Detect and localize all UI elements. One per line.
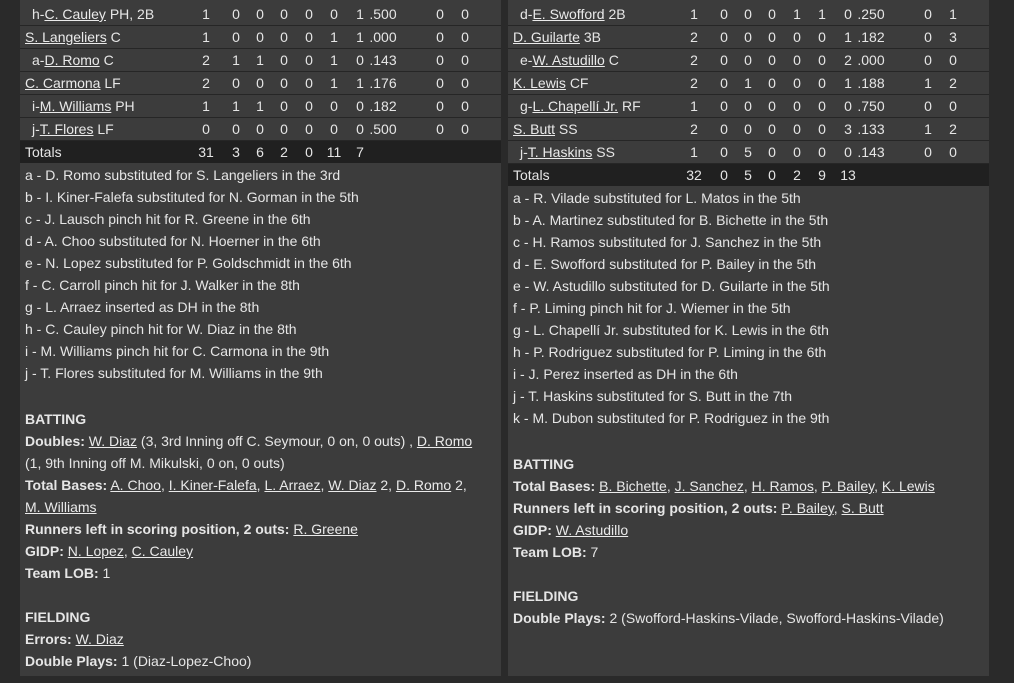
position: CF: [569, 75, 589, 91]
stat-cell: 0: [305, 29, 313, 45]
player-link[interactable]: L. Chapellí Jr.: [532, 98, 619, 114]
position: C: [110, 29, 121, 45]
batting-header: BATTING: [513, 456, 575, 472]
stat-cell: 1: [793, 6, 801, 22]
batter-name-cell: [32, 49, 114, 71]
player-link[interactable]: C. Carmona: [25, 75, 101, 91]
stat-cell: 1: [924, 121, 932, 137]
substitution-note: k - M. Dubon substituted for P. Rodriguez in the 9th: [513, 410, 830, 426]
totals-stat-cell: 9: [818, 167, 826, 183]
player-link[interactable]: W. Diaz: [75, 631, 124, 647]
player-link[interactable]: S. Butt: [513, 121, 556, 137]
stat-cell: 0: [436, 6, 444, 22]
totals-stat-cell: 32: [686, 167, 702, 183]
doubles-line: [25, 430, 472, 452]
stat-cell: 2: [202, 52, 210, 68]
stat-cell: 1: [744, 75, 752, 91]
batting-avg-cell: .500: [369, 121, 397, 137]
totals-row: [20, 141, 501, 163]
stat-cell: 0: [793, 121, 801, 137]
team-lob-line: [25, 562, 110, 584]
batting-avg-cell: .182: [857, 29, 885, 45]
team-lob-line: [513, 541, 598, 563]
substitution-note: h - C. Cauley pinch hit for W. Diaz in the 8th: [25, 321, 297, 337]
stat-cell: 1: [202, 98, 210, 114]
batter-name-cell: [520, 49, 619, 71]
batter-name-cell: [32, 3, 154, 25]
stat-cell: 0: [461, 52, 469, 68]
batter-name-cell: [520, 95, 641, 117]
stat-cell: 0: [461, 75, 469, 91]
stat-cell: 0: [793, 29, 801, 45]
home-boxscore-panel: [20, 0, 501, 676]
player-link[interactable]: I. Kiner-Falefa: [168, 477, 257, 493]
batter-name-cell: [513, 118, 578, 140]
stat-cell: 1: [256, 98, 264, 114]
stat-cell: 0: [436, 121, 444, 137]
stat-cell: 0: [305, 52, 313, 68]
double-plays-value: 1 (Diaz-Lopez-Choo): [117, 653, 252, 669]
player-link[interactable]: E. Swofford: [532, 6, 605, 22]
stat-cell: 0: [818, 29, 826, 45]
stat-cell: 0: [356, 52, 364, 68]
stat-cell: 0: [844, 144, 852, 160]
batter-name-cell: [32, 95, 135, 117]
stat-cell: 0: [793, 144, 801, 160]
totals-stat-cell: 7: [356, 144, 364, 160]
stat-cell: 0: [720, 98, 728, 114]
stat-cell: 0: [436, 52, 444, 68]
substitution-note: d - A. Choo substituted for N. Hoerner in the 6th: [25, 233, 321, 249]
player-link[interactable]: K. Lewis: [513, 75, 566, 91]
stat-cell: 0: [793, 52, 801, 68]
player-link[interactable]: B. Bichette: [599, 478, 667, 494]
stat-cell: 1: [818, 6, 826, 22]
batter-name-cell: [25, 26, 121, 48]
batter-name-cell: [513, 72, 588, 94]
stat-cell: 1: [690, 144, 698, 160]
stat-cell: 0: [280, 29, 288, 45]
stat-cell: 0: [305, 75, 313, 91]
stat-cell: 1: [202, 6, 210, 22]
player-link[interactable]: H. Ramos: [751, 478, 814, 494]
totals-stat-cell: 2: [793, 167, 801, 183]
stat-cell: 0: [744, 98, 752, 114]
stat-cell: 0: [720, 144, 728, 160]
substitution-note: h - P. Rodriguez substituted for P. Liming in the 6th: [513, 344, 827, 360]
stat-cell: 1: [330, 29, 338, 45]
stat-cell: 1: [232, 52, 240, 68]
team-lob-value: 1: [98, 565, 111, 581]
substitution-note: i - M. Williams pinch hit for C. Carmona in the 9th: [25, 343, 330, 359]
doubles-line-2: (1, 9th Inning off M. Mikulski, 0 on, 0 outs): [25, 455, 285, 471]
stat-cell: 5: [744, 144, 752, 160]
player-link[interactable]: T. Flores: [39, 121, 94, 137]
total-bases-line: Total Bases: B. Bichette, J. Sanchez, H. Ramos, P. Bailey, K. Lewis: [513, 478, 935, 494]
stat-cell: 0: [768, 52, 776, 68]
sub-prefix: h-: [32, 6, 45, 22]
substitution-note: b - I. Kiner-Falefa substituted for N. Gorman in the 5th: [25, 189, 359, 205]
stat-cell: 0: [720, 6, 728, 22]
substitution-note: e - N. Lopez substituted for P. Goldschmidt in the 6th: [25, 255, 352, 271]
batter-row: [20, 95, 501, 118]
sub-prefix: j-: [520, 144, 528, 160]
stat-cell: 2: [202, 75, 210, 91]
player-link[interactable]: P. Bailey: [821, 478, 875, 494]
stat-cell: 3: [844, 121, 852, 137]
stat-cell: 0: [949, 144, 957, 160]
stat-cell: 0: [280, 52, 288, 68]
stat-cell: 0: [924, 52, 932, 68]
player-link[interactable]: J. Sanchez: [674, 478, 744, 494]
player-link[interactable]: A. Choo: [110, 477, 161, 493]
player-link[interactable]: W. Astudillo: [555, 522, 629, 538]
substitution-note: a - R. Vilade substituted for L. Matos in the 5th: [513, 190, 801, 206]
stat-cell: 0: [744, 6, 752, 22]
batter-row: [20, 49, 501, 72]
batting-avg-cell: .188: [857, 75, 885, 91]
total-bases-line: Total Bases: A. Choo, I. Kiner-Falefa, L. Arraez, W. Diaz 2, D. Romo 2,: [25, 477, 467, 493]
batter-row: [508, 141, 989, 164]
player-link[interactable]: C. Cauley: [131, 543, 194, 559]
player-link[interactable]: N. Lopez: [67, 543, 124, 559]
tb-count: 2,: [376, 477, 393, 493]
total-bases-label: Total Bases:: [513, 478, 596, 494]
stat-cell: 0: [924, 29, 932, 45]
substitution-note: g - L. Chapellí Jr. substituted for K. Lewis in the 6th: [513, 322, 829, 338]
batting-avg-cell: .250: [857, 6, 885, 22]
stat-cell: 0: [305, 121, 313, 137]
position: RF: [621, 98, 641, 114]
substitution-note: c - H. Ramos substituted for J. Sanchez in the 5th: [513, 234, 822, 250]
total-bases-label: Total Bases:: [25, 477, 108, 493]
stat-cell: 2: [949, 121, 957, 137]
errors-label: Errors:: [25, 631, 72, 647]
position: PH, 2B: [109, 6, 155, 22]
stat-cell: 0: [280, 6, 288, 22]
batter-row: [508, 72, 989, 95]
gidp-line: GIDP: N. Lopez, C. Cauley: [25, 543, 194, 559]
position: 3B: [583, 29, 601, 45]
gidp-line: [513, 519, 628, 541]
position: LF: [97, 121, 114, 137]
double-plays-line: [513, 607, 944, 629]
substitution-note: i - J. Perez inserted as DH in the 6th: [513, 366, 738, 382]
position: C: [608, 52, 619, 68]
stat-cell: 2: [949, 75, 957, 91]
totals-label: Totals: [513, 167, 550, 183]
substitution-note: d - E. Swofford substituted for P. Bailey in the 5th: [513, 256, 816, 272]
substitution-note: g - L. Arraez inserted as DH in the 8th: [25, 299, 260, 315]
stat-cell: 1: [356, 6, 364, 22]
doubles-detail: (3, 3rd Inning off C. Seymour, 0 on, 0 outs) ,: [137, 433, 417, 449]
risp-label: Runners left in scoring position, 2 outs:: [513, 500, 778, 516]
sub-prefix: j-: [32, 121, 40, 137]
player-link[interactable]: M. Williams: [39, 98, 112, 114]
gidp-label: GIDP:: [25, 543, 64, 559]
totals-stat-cell: 0: [768, 167, 776, 183]
stat-cell: 0: [949, 52, 957, 68]
substitution-note: f - C. Carroll pinch hit for J. Walker in the 8th: [25, 277, 300, 293]
stat-cell: 2: [844, 52, 852, 68]
stat-cell: 1: [690, 6, 698, 22]
batter-row: [508, 49, 989, 72]
stat-cell: 1: [330, 52, 338, 68]
stat-cell: 0: [232, 29, 240, 45]
player-link[interactable]: M. Williams: [25, 499, 97, 515]
stat-cell: 0: [720, 75, 728, 91]
totals-stat-cell: 3: [232, 144, 240, 160]
player-link[interactable]: L. Arraez: [264, 477, 321, 493]
batter-row: [20, 3, 501, 26]
double-plays-label: Double Plays:: [25, 653, 118, 669]
stat-cell: 0: [305, 98, 313, 114]
position: 2B: [608, 6, 626, 22]
stat-cell: 0: [232, 75, 240, 91]
stat-cell: 0: [844, 98, 852, 114]
stat-cell: 0: [768, 144, 776, 160]
batter-row: [508, 26, 989, 49]
stat-cell: 0: [818, 75, 826, 91]
stat-cell: 0: [744, 29, 752, 45]
totals-stat-cell: 13: [840, 167, 856, 183]
stat-cell: 0: [330, 121, 338, 137]
sub-prefix: g-: [520, 98, 533, 114]
substitution-note: e - W. Astudillo substituted for D. Guilarte in the 5th: [513, 278, 830, 294]
stat-cell: 0: [256, 6, 264, 22]
stat-cell: 0: [461, 6, 469, 22]
stat-cell: 1: [232, 98, 240, 114]
errors-line: [25, 628, 124, 650]
stat-cell: 2: [690, 75, 698, 91]
batting-avg-cell: .133: [857, 121, 885, 137]
totals-stat-cell: 0: [720, 167, 728, 183]
player-link[interactable]: S. Langeliers: [25, 29, 107, 45]
gidp-label: GIDP:: [513, 522, 552, 538]
stat-cell: 0: [356, 121, 364, 137]
position: LF: [104, 75, 121, 91]
batter-name-cell: [32, 118, 114, 140]
substitution-note: f - P. Liming pinch hit for J. Wiemer in the 5th: [513, 300, 791, 316]
position: PH: [115, 98, 135, 114]
stat-cell: 0: [720, 121, 728, 137]
stat-cell: 0: [256, 29, 264, 45]
player-link[interactable]: T. Haskins: [527, 144, 593, 160]
stat-cell: 1: [924, 75, 932, 91]
substitution-note: b - A. Martinez substituted for B. Bichette in the 5th: [513, 212, 829, 228]
stat-cell: 0: [330, 98, 338, 114]
player-link[interactable]: W. Diaz: [88, 433, 138, 449]
stat-cell: 1: [356, 75, 364, 91]
stat-cell: 0: [720, 29, 728, 45]
batter-row: [508, 95, 989, 118]
stat-cell: 0: [818, 144, 826, 160]
fielding-header: FIELDING: [25, 609, 91, 625]
stat-cell: 0: [436, 29, 444, 45]
stat-cell: 0: [924, 98, 932, 114]
stat-cell: 1: [690, 98, 698, 114]
stat-cell: 1: [356, 29, 364, 45]
stat-cell: 0: [202, 121, 210, 137]
stat-cell: 0: [280, 121, 288, 137]
totals-stat-cell: 31: [198, 144, 214, 160]
stat-cell: 0: [330, 6, 338, 22]
stat-cell: 0: [818, 52, 826, 68]
risp-label: Runners left in scoring position, 2 outs:: [25, 521, 290, 537]
player-link[interactable]: C. Cauley: [44, 6, 106, 22]
stat-cell: 1: [844, 29, 852, 45]
player-link[interactable]: R. Greene: [293, 521, 358, 537]
batter-row: [20, 72, 501, 95]
stat-cell: 0: [818, 121, 826, 137]
stat-cell: 0: [436, 75, 444, 91]
stat-cell: 0: [744, 121, 752, 137]
position: C: [103, 52, 114, 68]
stat-cell: 0: [232, 121, 240, 137]
team-lob-label: Team LOB:: [25, 565, 99, 581]
batting-avg-cell: .176: [369, 75, 397, 91]
player-link[interactable]: W. Diaz: [328, 477, 377, 493]
stat-cell: 0: [461, 121, 469, 137]
stat-cell: 0: [768, 98, 776, 114]
risp-line: [25, 518, 358, 540]
totals-stat-cell: 5: [744, 167, 752, 183]
double-plays-value: 2 (Swofford-Haskins-Vilade, Swofford-Haskins-Vilade): [605, 610, 944, 626]
player-link[interactable]: D. Romo: [416, 433, 473, 449]
batting-avg-cell: .750: [857, 98, 885, 114]
batter-name-cell: [513, 26, 601, 48]
batter-row: [20, 26, 501, 49]
batting-avg-cell: .500: [369, 6, 397, 22]
batter-name-cell: [520, 3, 626, 25]
player-link[interactable]: D. Guilarte: [513, 29, 580, 45]
stat-cell: 2: [690, 121, 698, 137]
batter-row: [508, 118, 989, 141]
team-lob-label: Team LOB:: [513, 544, 587, 560]
totals-stat-cell: 6: [256, 144, 264, 160]
stat-cell: 1: [949, 6, 957, 22]
batter-row: [508, 3, 989, 26]
risp-line: Runners left in scoring position, 2 outs: P. Bailey, S. Butt: [513, 500, 884, 516]
player-link[interactable]: P. Bailey: [781, 500, 834, 516]
stat-cell: 0: [768, 75, 776, 91]
stat-cell: 1: [330, 75, 338, 91]
stat-cell: 3: [949, 29, 957, 45]
sub-prefix: a-: [32, 52, 45, 68]
stat-cell: 0: [720, 52, 728, 68]
batting-header: BATTING: [25, 411, 87, 427]
substitution-note: a - D. Romo substituted for S. Langeliers in the 3rd: [25, 167, 341, 183]
stat-cell: 0: [844, 6, 852, 22]
away-boxscore-panel: [508, 0, 989, 676]
stat-cell: 0: [256, 75, 264, 91]
stat-cell: 0: [924, 6, 932, 22]
stat-cell: 2: [690, 52, 698, 68]
substitution-note: j - T. Flores substituted for M. Williams in the 9th: [25, 365, 323, 381]
position: SS: [558, 121, 578, 137]
substitution-note: c - J. Lausch pinch hit for R. Greene in the 6th: [25, 211, 311, 227]
player-link[interactable]: S. Butt: [841, 500, 884, 516]
player-link[interactable]: D. Romo: [395, 477, 452, 493]
double-plays-label: Double Plays:: [513, 610, 606, 626]
batter-row: [20, 118, 501, 141]
batting-avg-cell: .000: [369, 29, 397, 45]
team-lob-value: 7: [586, 544, 599, 560]
stat-cell: 1: [202, 29, 210, 45]
stat-cell: 0: [280, 98, 288, 114]
stat-cell: 0: [793, 98, 801, 114]
player-link[interactable]: D. Romo: [44, 52, 100, 68]
stat-cell: 0: [232, 6, 240, 22]
player-link[interactable]: W. Astudillo: [532, 52, 605, 68]
totals-stat-cell: 2: [280, 144, 288, 160]
stat-cell: 0: [305, 6, 313, 22]
stat-cell: 1: [844, 75, 852, 91]
sub-prefix: d-: [520, 6, 533, 22]
stat-cell: 0: [768, 121, 776, 137]
stat-cell: 0: [744, 52, 752, 68]
doubles-label: Doubles:: [25, 433, 85, 449]
stat-cell: 0: [949, 98, 957, 114]
totals-row: [508, 164, 989, 186]
totals-label: Totals: [25, 144, 62, 160]
tb-count: 2,: [451, 477, 467, 493]
stat-cell: 0: [461, 29, 469, 45]
stat-cell: 0: [461, 98, 469, 114]
stat-cell: 0: [280, 75, 288, 91]
stat-cell: 2: [690, 29, 698, 45]
batter-name-cell: [520, 141, 615, 163]
position: SS: [596, 144, 615, 160]
batting-avg-cell: .000: [857, 52, 885, 68]
totals-stat-cell: 0: [305, 144, 313, 160]
stat-cell: 0: [436, 98, 444, 114]
stat-cell: 1: [256, 52, 264, 68]
totals-stat-cell: 11: [326, 144, 342, 160]
stat-cell: 0: [768, 29, 776, 45]
batting-avg-cell: .143: [369, 52, 397, 68]
batting-avg-cell: .182: [369, 98, 397, 114]
stat-cell: 0: [356, 98, 364, 114]
batting-avg-cell: .143: [857, 144, 885, 160]
substitution-note: j - T. Haskins substituted for S. Butt in the 7th: [513, 388, 793, 404]
stat-cell: 0: [256, 121, 264, 137]
double-plays-line: [25, 650, 251, 672]
player-link[interactable]: K. Lewis: [881, 478, 935, 494]
batter-name-cell: [25, 72, 121, 94]
sub-prefix: e-: [520, 52, 533, 68]
stat-cell: 0: [768, 6, 776, 22]
fielding-header: FIELDING: [513, 588, 579, 604]
total-bases-line-2: [25, 496, 97, 518]
stat-cell: 0: [924, 144, 932, 160]
sub-prefix: i-: [32, 98, 40, 114]
stat-cell: 0: [818, 98, 826, 114]
stat-cell: 0: [793, 75, 801, 91]
